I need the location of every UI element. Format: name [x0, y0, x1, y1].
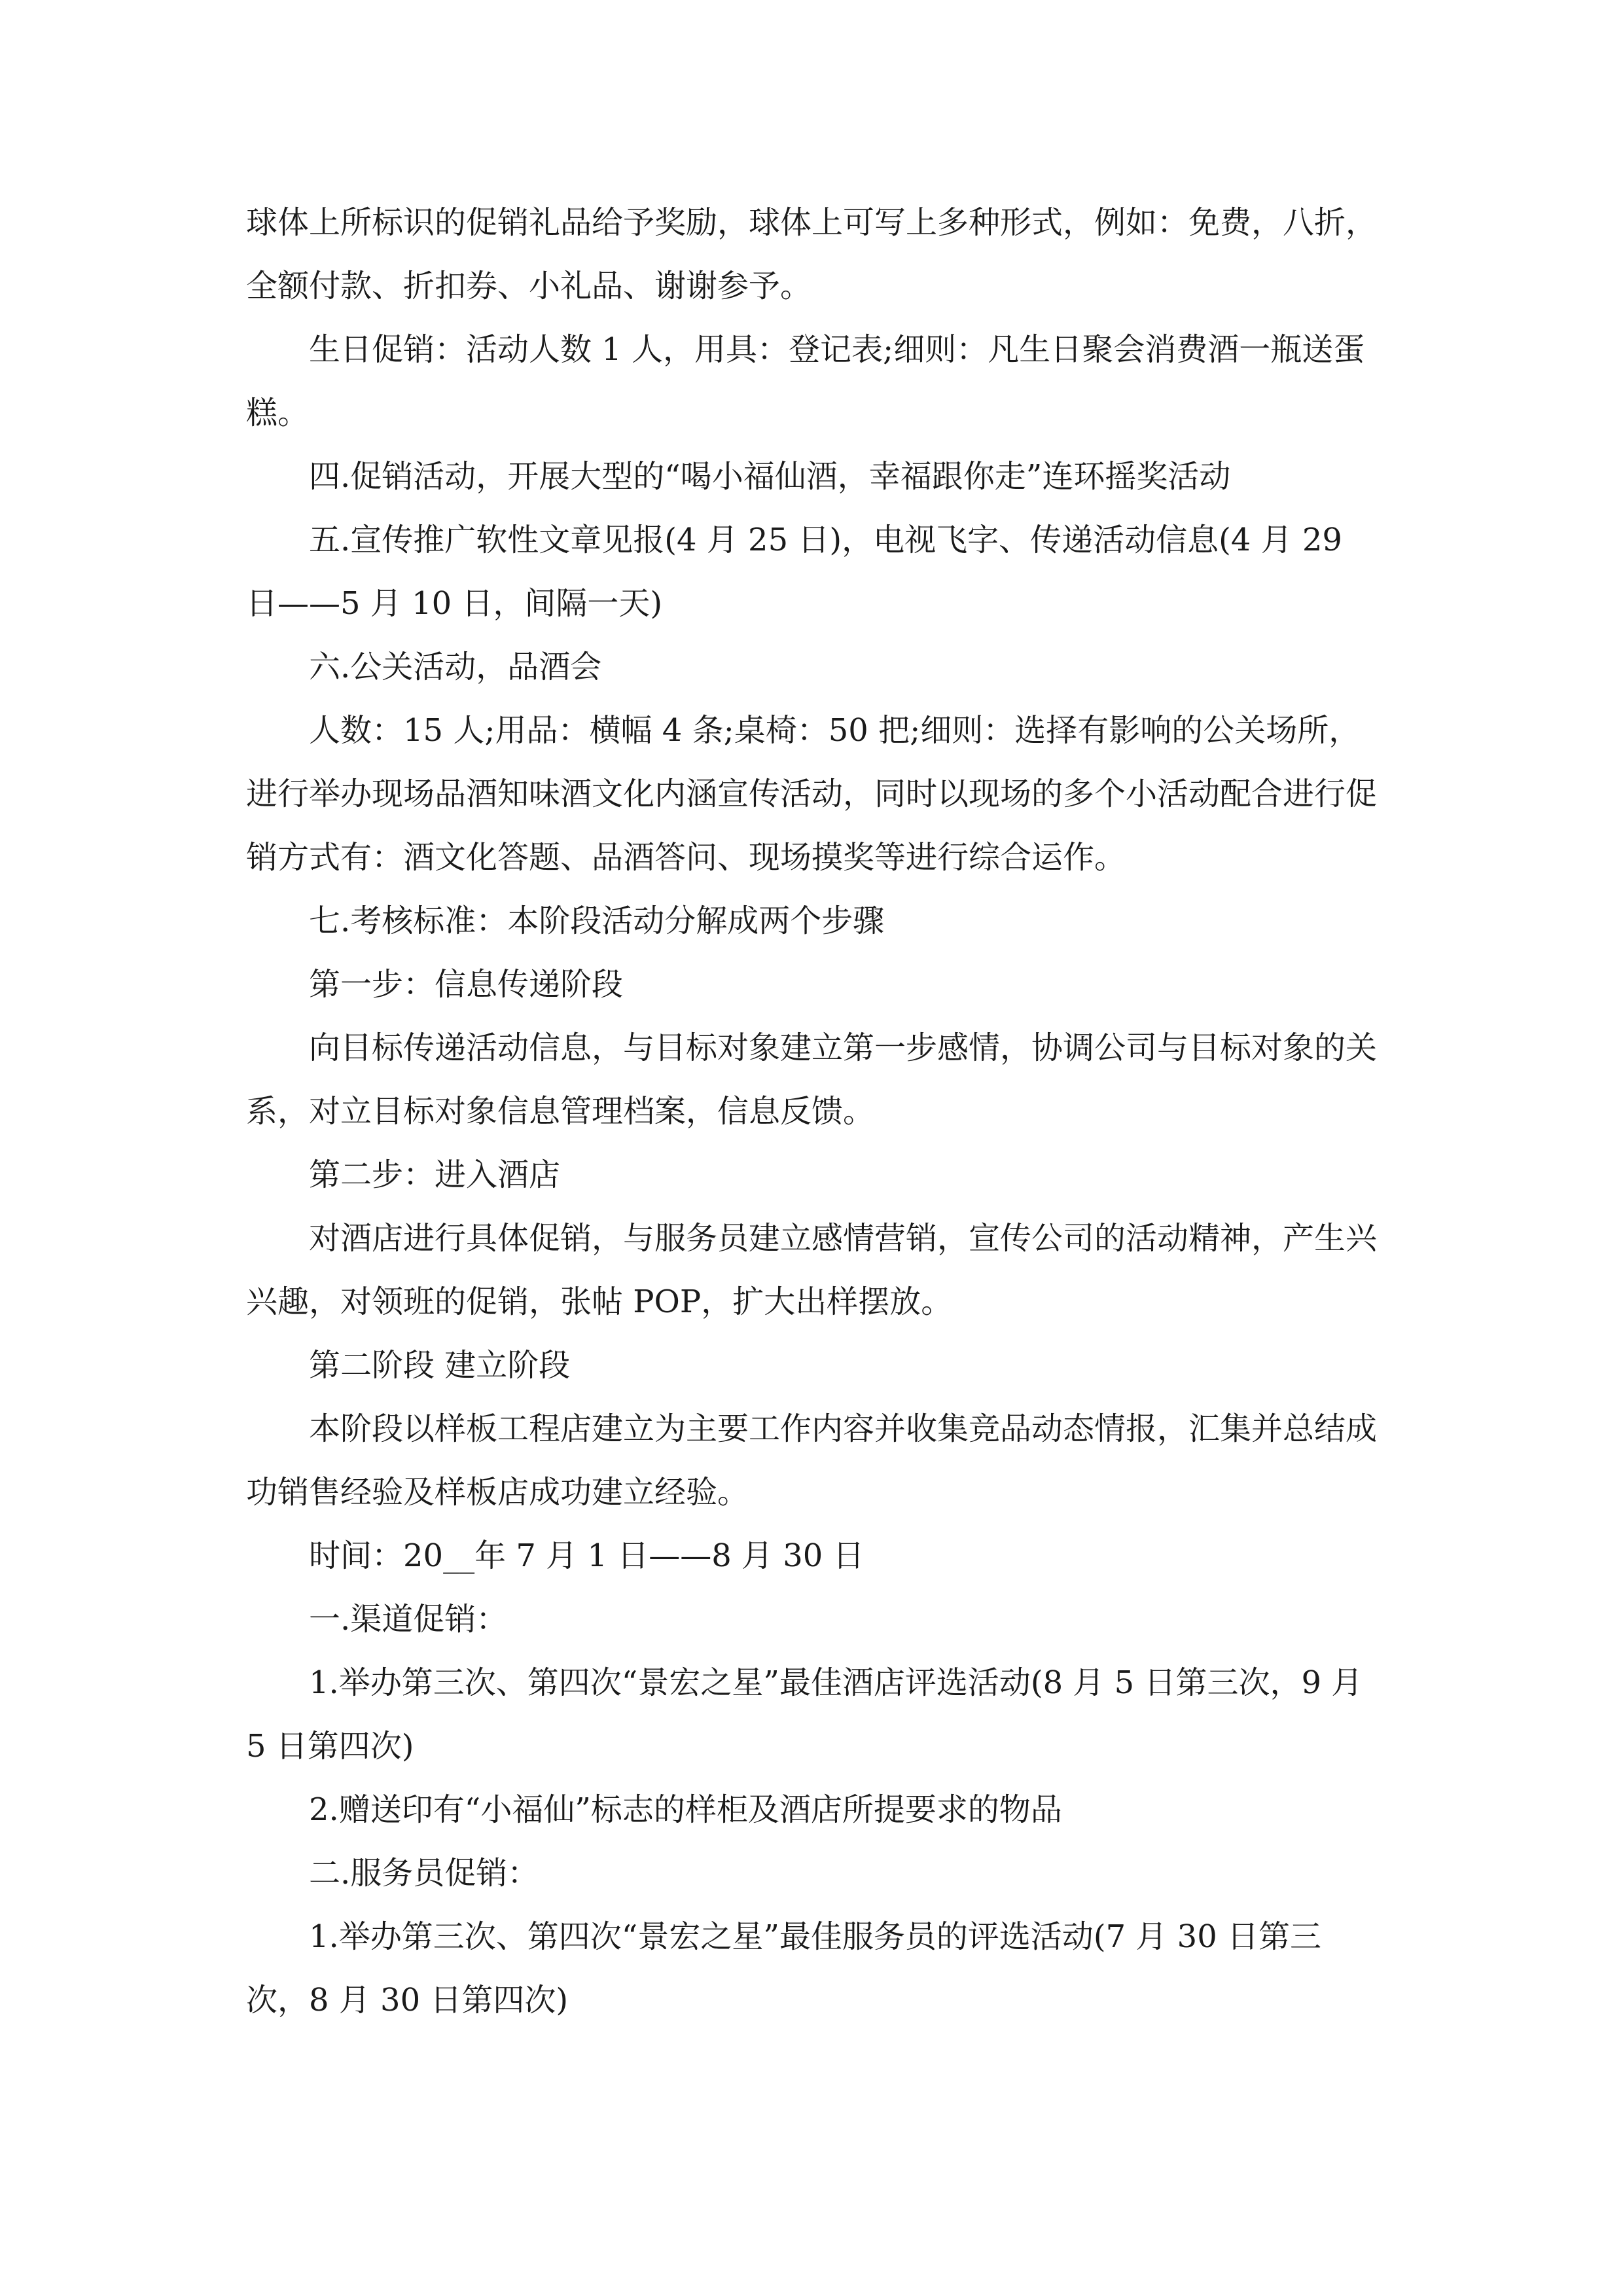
paragraph-staff-promo: 二.服务员促销： — [309, 1855, 539, 1892]
paragraph-step-1-details: 向目标传递活动信息，与目标对象建立第一步感情，协调公司与目标对象的关系，对立目标对象信息管理档案，信息反馈。 — [246, 1030, 1378, 1130]
paragraph-time: 时间：20__年 7 月 1 日——8 月 30 日 — [309, 1537, 865, 1574]
paragraph-channel-item-2: 2.赠送印有“小福仙”标志的样柜及酒店所提要求的物品 — [309, 1791, 1062, 1828]
paragraph-phase-2: 第二阶段 建立阶段 — [309, 1347, 571, 1384]
paragraph-step-1: 第一步：信息传递阶段 — [309, 966, 624, 1003]
paragraph-prize-ball: 球体上所标识的促销礼品给予奖励，球体上可写上多种形式，例如：免费，八折，全额付款、折扣券、小礼品、谢谢参予。 — [246, 204, 1378, 304]
paragraph-section-5: 五.宣传推广软性文章见报(4 月 25 日)，电视飞字、传递活动信息(4 月 29 日——5 月 10 日，间隔一天) — [246, 522, 1342, 622]
paragraph-phase-2-details: 本阶段以样板工程店建立为主要工作内容并收集竞品动态情报，汇集并总结成功销售经验及样板店成功建立经验。 — [246, 1410, 1378, 1511]
paragraph-step-2: 第二步：进入酒店 — [309, 1157, 561, 1193]
document-body — [246, 191, 1380, 2032]
paragraph-staff-item-1: 1.举办第三次、第四次“景宏之星”最佳服务员的评选活动(7 月 30 日第三次，8 月 30 日第四次) — [246, 1918, 1321, 2018]
paragraph-tasting-details: 人数：15 人;用品：横幅 4 条;桌椅：50 把;细则：选择有影响的公关场所，进行举办现场品酒知味酒文化内涵宣传活动，同时以现场的多个小活动配合进行促销方式有：酒文化答题、品酒答问、现场摸奖等进行综合运作。 — [246, 712, 1378, 876]
paragraph-channel-promo: 一.渠道促销： — [309, 1601, 508, 1638]
paragraph-section-7: 七.考核标准：本阶段活动分解成两个步骤 — [309, 903, 885, 939]
paragraph-section-4: 四.促销活动，开展大型的“喝小福仙酒，幸福跟你走”连环摇奖活动 — [309, 458, 1231, 495]
paragraph-section-6: 六.公关活动，品酒会 — [309, 649, 602, 685]
paragraph-channel-item-1: 1.举办第三次、第四次“景宏之星”最佳酒店评选活动(8 月 5 日第三次，9 月 5 日第四次) — [246, 1664, 1363, 1765]
paragraph-birthday-promo: 生日促销：活动人数 1 人，用具：登记表;细则：凡生日聚会消费酒一瓶送蛋糕。 — [246, 331, 1365, 431]
paragraph-step-2-details: 对酒店进行具体促销，与服务员建立感情营销，宣传公司的活动精神，产生兴兴趣，对领班的促销，张帖 POP，扩大出样摆放。 — [246, 1220, 1378, 1320]
